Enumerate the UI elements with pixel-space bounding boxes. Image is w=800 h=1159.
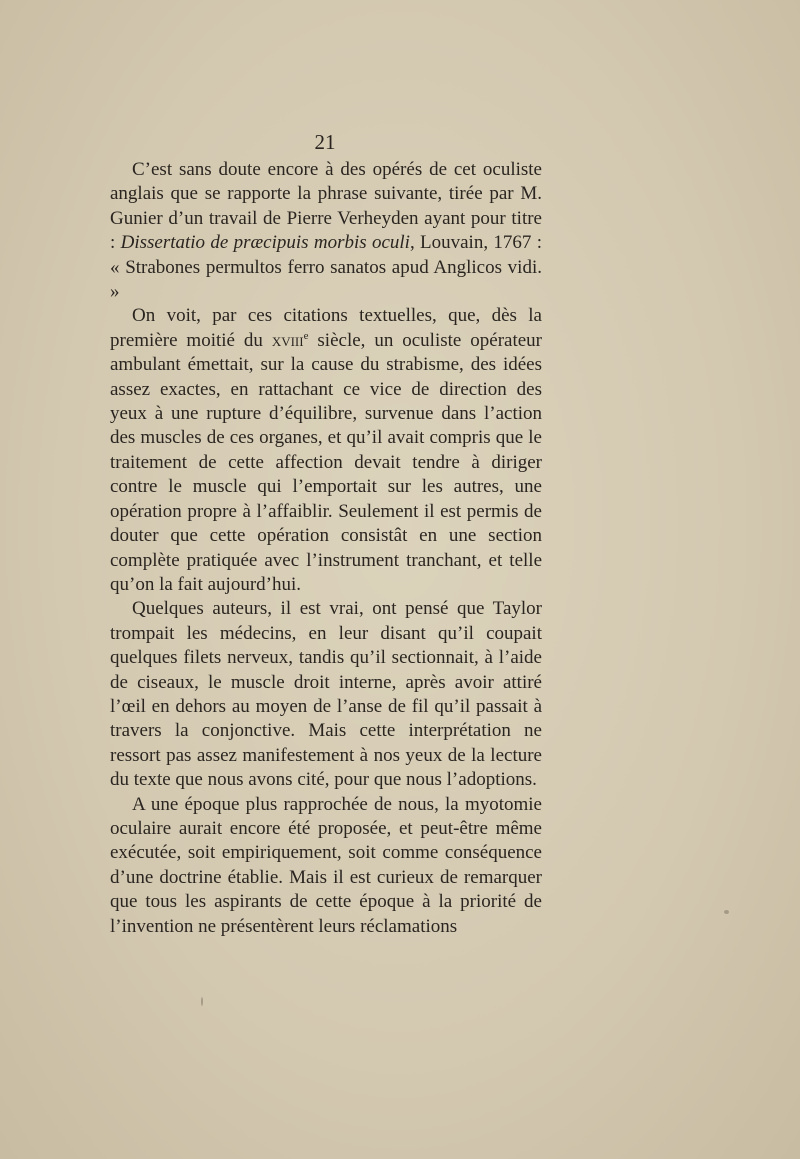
paragraph-2 bbox=[110, 304, 542, 597]
text-segment: , Louvain, 1767 : « Strabones permultos ferro sanatos apud Anglicos vidi. » bbox=[110, 232, 542, 303]
text-segment: On voit, par ces citations textuelles, que, dès la première moitié du bbox=[110, 305, 542, 351]
text-segment: C’est sans doute encore à des opérés de cet oculiste anglais que se rapporte la phrase suivante, tirée par M. Gunier d’un travail de Pierre Verheyden ayant pour titre : bbox=[110, 159, 542, 254]
text-segment: siècle, un oculiste opérateur ambulant émettait, sur la cause du strabisme, des idées assez exactes, en rattachant ce vice de direction des yeux à une rupture d’équilibre, survenue dans l’action des muscles de ces organes, et qu’il avait compris que le traitement de cette affection devait tendre à diriger contre le muscle qui l’emportait sur les autres, une opération propre à l’affaiblir. Seulement il est permis de douter que cette opération consistât en une section complète pratiquée avec l’instrument tranchant, et telle qu’on la fait aujourd’hui. bbox=[110, 329, 542, 595]
paragraph-3 bbox=[110, 597, 542, 792]
body-text bbox=[110, 158, 542, 939]
text-segment: Quelques auteurs, il est vrai, ont pensé que Taylor trompait les médecins, en leur disant qu’il coupait quelques filets nerveux, tandis qu’il sectionnait, à l’aide de ciseaux, le muscle droit interne, après avoir attiré l’œil en dehors au moyen de l’anse de fil qu’il passait à travers la conjonctive. Mais cette interprétation ne ressort pas assez manifestement à nos yeux de la lecture du texte que nous avons cité, pour que nous l’adoptions. bbox=[110, 598, 542, 791]
text-segment: e bbox=[303, 329, 309, 342]
paper-blemish bbox=[201, 997, 203, 1006]
paragraph-4 bbox=[110, 793, 542, 939]
text-segment: xviii bbox=[271, 329, 304, 351]
text-segment: A une époque plus rapprochée de nous, la myotomie oculaire aurait encore été proposée, et peut-être même exécutée, soit empiriquement, soit comme conséquence d’une doctrine établie. Mais il est curieux de remarquer que tous les aspirants de cette époque à la priorité de l’invention ne présentèrent leurs réclamations bbox=[110, 793, 542, 937]
italic-title: Dissertatio de præcipuis morbis oculi bbox=[120, 232, 410, 254]
paragraph-1 bbox=[110, 158, 542, 304]
page-number: 21 bbox=[314, 130, 336, 154]
paper-blemish bbox=[724, 910, 729, 914]
